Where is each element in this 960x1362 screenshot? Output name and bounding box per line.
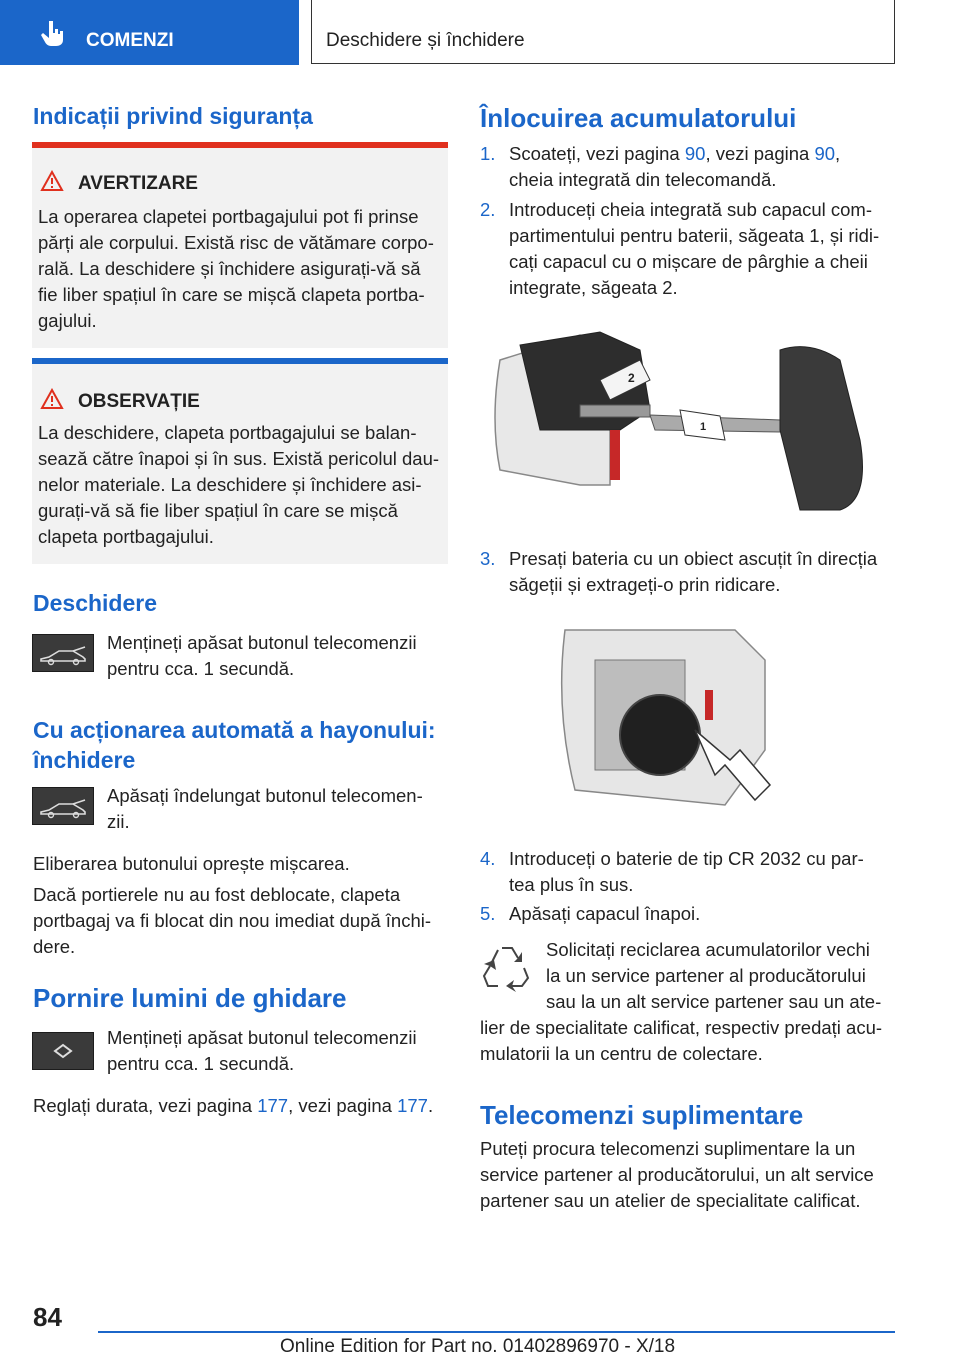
text-line: pentru cca. 1 secundă. <box>107 1053 295 1074</box>
step-number: 3. <box>480 548 496 569</box>
heading-line: Cu acționarea automată a hayonului: <box>33 717 436 743</box>
text-line: cați capacul cu o mișcare de pârghie a cheii <box>509 251 868 272</box>
text-line: lier de specialitate calificat, respectiv predați acu- <box>480 1017 883 1038</box>
text-line: La deschidere, clapeta portbagajului se balan- <box>38 422 417 443</box>
text-line <box>509 141 894 167</box>
text-line: Solicitați reciclarea acumulatorilor vechi <box>546 939 870 960</box>
text-line: clapeta portbagajului. <box>38 526 214 547</box>
text-line: portbagaj va fi blocat din nou imediat după închi- <box>33 910 432 931</box>
warning-triangle-icon <box>40 388 64 410</box>
text-line: Mențineți apăsat butonul telecomenzii <box>107 632 417 653</box>
car-tailgate-icon <box>33 635 93 671</box>
page-number: 84 <box>33 1302 62 1332</box>
step-number: 5. <box>480 903 496 924</box>
text-line: gajului. <box>38 310 97 331</box>
text-line: cheia integrată din telecomandă. <box>509 169 777 190</box>
text-line: părți ale corpului. Există risc de vătămare corpo- <box>38 232 434 253</box>
guide-lights-heading: Pornire lumini de ghidare <box>33 983 347 1013</box>
note-text <box>38 420 448 550</box>
text-line: gurați-vă să fie liber spațiul în care se mișcă <box>38 500 398 521</box>
text-fragment: . <box>427 1095 434 1116</box>
guide-lights-text <box>107 1025 447 1077</box>
edition-footer: Online Edition for Part no. 01402896970 - X/18 <box>280 1336 676 1357</box>
text-line: La operarea clapetei portbagajului pot fi prinse <box>38 206 419 227</box>
step-number: 2. <box>480 199 496 220</box>
text-line: Dacă portierele nu au fost deblocate, clapeta <box>33 884 401 905</box>
car-tailgate-icon <box>33 788 93 824</box>
battery-heading: Înlocuirea acumulatorului <box>480 103 797 133</box>
auto-tailgate-para2 <box>33 882 453 960</box>
text-line: pentru cca. 1 secundă. <box>107 658 295 679</box>
step-number: 1. <box>480 143 496 164</box>
text-line: rală. La deschidere și închidere asigurați-vă să <box>38 258 421 279</box>
text-line: integrate, săgeata 2. <box>509 277 678 298</box>
chapter-title: Deschidere și închidere <box>326 30 525 51</box>
recycle-text-bottom <box>480 1015 900 1067</box>
text-line: la un service partener al producătorului <box>546 965 866 986</box>
auto-tailgate-heading <box>33 715 453 775</box>
opening-text <box>107 630 447 682</box>
text-fragment: , vezi pagina <box>288 1095 398 1116</box>
safety-heading: Indicații privind siguranța <box>33 103 313 129</box>
footer-divider <box>98 1331 895 1333</box>
battery-compartment-illustration <box>555 620 805 810</box>
text-line: dere. <box>33 936 76 957</box>
text-line: săgeții și extrageți-o prin ridicare. <box>509 574 781 595</box>
text-line: partimentului pentru baterii, săgeata 1, și ridi- <box>509 225 880 246</box>
text-line: Apăsați îndelungat butonul telecomen- <box>107 785 423 806</box>
tailgate-button-symbol <box>32 634 94 672</box>
recycle-icon <box>482 942 532 994</box>
text-fragment: , <box>835 143 841 164</box>
warning-text <box>38 204 448 334</box>
text-line: service partener al producătorului, un alt service <box>480 1164 874 1185</box>
note-title: OBSERVAȚIE <box>78 391 200 412</box>
text-line: Mențineți apăsat butonul telecomenzii <box>107 1027 417 1048</box>
text-fragment: Reglați durata, vezi pagina <box>33 1095 258 1116</box>
text-line: Puteți procura telecomenzi suplimentare la un <box>480 1138 856 1159</box>
section-label: COMENZI <box>86 30 174 51</box>
text-line: nelor materiale. La deschidere și închidere asi- <box>38 474 422 495</box>
tailgate-button-symbol <box>32 787 94 825</box>
note-box <box>32 358 448 564</box>
recycle-text-top <box>546 937 896 1015</box>
guide-light-button-symbol <box>32 1032 94 1070</box>
opening-heading: Deschidere <box>33 590 158 616</box>
hand-pointer-icon <box>38 18 68 48</box>
text-line: Presați bateria cu un obiect ascuțit în direcția <box>509 548 878 569</box>
text-line: zii. <box>107 811 130 832</box>
guide-lights-adjust <box>33 1093 453 1119</box>
chapter-tab[interactable] <box>311 0 895 64</box>
warning-triangle-icon <box>40 170 64 192</box>
text-line: fie liber spațiul în care se mișcă clapeta portba- <box>38 284 425 305</box>
extra-remotes-text <box>480 1136 900 1214</box>
section-tab-commands[interactable] <box>0 0 299 65</box>
page-link-90[interactable]: 90 <box>814 143 836 164</box>
text-line: sau la un alt service partener sau un ate- <box>546 991 882 1012</box>
warning-title: AVERTIZARE <box>78 173 198 194</box>
step-number: 4. <box>480 848 496 869</box>
page-link-177[interactable]: 177 <box>397 1095 428 1116</box>
svg-text:2: 2 <box>628 371 635 385</box>
warning-box <box>32 142 448 348</box>
text-line: sează către înapoi și în sus. Există pericolul dau- <box>38 448 440 469</box>
key-fob-illustration <box>480 320 880 520</box>
text-line: Apăsați capacul înapoi. <box>509 903 701 924</box>
page-link-177[interactable]: 177 <box>257 1095 289 1116</box>
text-fragment: Scoateți, vezi pagina <box>509 143 685 164</box>
text-line: mulatorii la un centru de colectare. <box>480 1043 763 1064</box>
text-fragment: , vezi pagina <box>705 143 815 164</box>
text-line: Introduceți o baterie de tip CR 2032 cu par- <box>509 848 864 869</box>
auto-tailgate-icon-text <box>107 783 447 835</box>
text-line: tea plus în sus. <box>509 874 634 895</box>
text-line: Introduceți cheia integrată sub capacul com- <box>509 199 873 220</box>
page-link-90[interactable]: 90 <box>684 143 706 164</box>
auto-tailgate-para1 <box>33 851 453 877</box>
extra-remotes-heading: Telecomenzi suplimentare <box>480 1100 804 1130</box>
svg-text:1: 1 <box>700 421 707 433</box>
text-line: partener sau un atelier de specialitate calificat. <box>480 1190 861 1211</box>
heading-line: închidere <box>33 747 136 773</box>
guide-light-icon <box>33 1033 93 1069</box>
text-line: Eliberarea butonului oprește mișcarea. <box>33 853 350 874</box>
